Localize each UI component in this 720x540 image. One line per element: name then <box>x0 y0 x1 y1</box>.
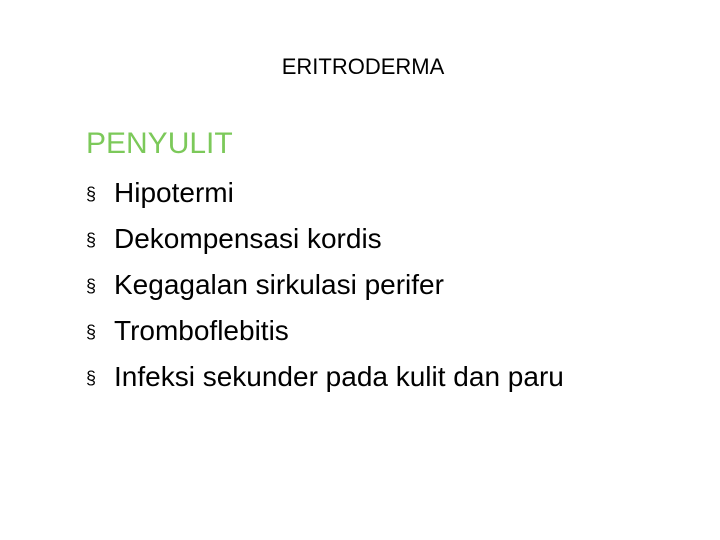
slide-title-text: ERITRODERMA <box>281 54 445 79</box>
bullet-list <box>86 170 686 400</box>
bullet-marker-icon: § <box>86 276 97 296</box>
slide-content <box>86 124 686 400</box>
slide-title <box>0 52 720 82</box>
list-item <box>86 308 686 354</box>
bullet-marker-icon: § <box>86 368 97 388</box>
list-item <box>86 216 686 262</box>
list-item <box>86 170 686 216</box>
bullet-marker-icon: § <box>86 230 97 250</box>
list-item-text: Tromboflebitis <box>114 315 289 346</box>
list-item <box>86 354 686 400</box>
list-item-text: Dekompensasi kordis <box>114 223 382 254</box>
list-item <box>86 262 686 308</box>
list-item-text: Hipotermi <box>114 177 234 208</box>
list-item-text: Kegagalan sirkulasi perifer <box>114 269 444 300</box>
bullet-marker-icon: § <box>86 184 97 204</box>
bullet-marker-icon: § <box>86 322 97 342</box>
list-item-text: Infeksi sekunder pada kulit dan paru <box>114 361 564 392</box>
section-heading: PENYULIT <box>86 127 233 160</box>
